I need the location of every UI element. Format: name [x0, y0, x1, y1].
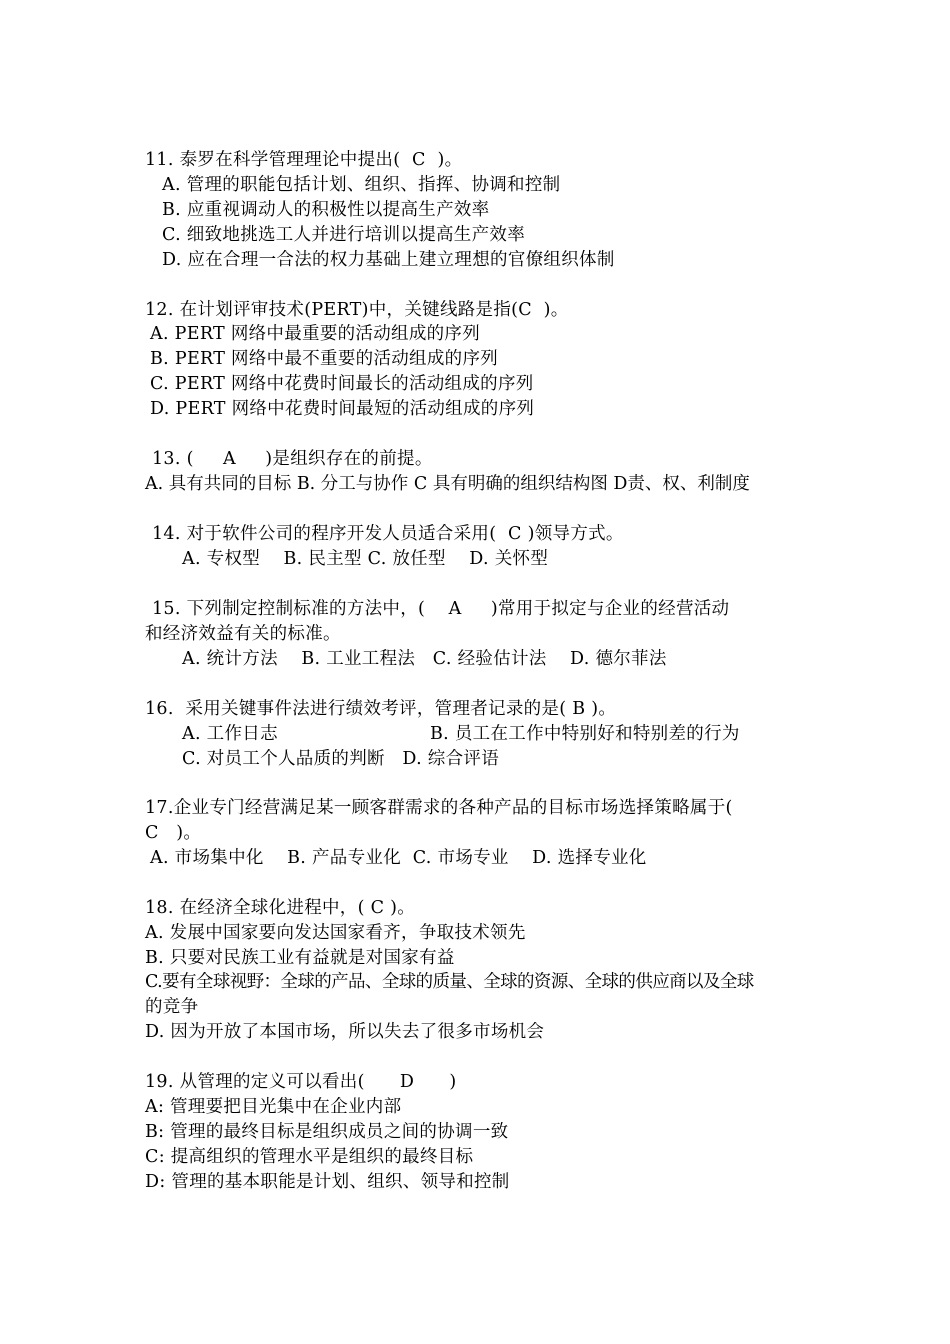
- question-stem: 16. 采用关键事件法进行绩效考评，管理者记录的是( B )。: [145, 699, 617, 719]
- option-b: B: 管理的最终目标是组织成员之间的协调一致: [145, 1122, 509, 1142]
- question-stem-continued: C )。: [145, 823, 202, 843]
- options-line: C. 对员工个人品质的判断 D. 综合评语: [182, 749, 500, 769]
- option-c-continued: 的竞争: [145, 997, 199, 1017]
- question-stem: 17.企业专门经营满足某一顾客群需求的各种产品的目标市场选择策略属于(: [145, 798, 733, 818]
- option-c: C. 细致地挑选工人并进行培训以提高生产效率: [162, 225, 525, 245]
- question-stem: 13. ( A )是组织存在的前提。: [152, 449, 433, 469]
- option-a: A. 工作日志: [182, 724, 278, 744]
- question-stem: 11. 泰罗在科学管理理论中提出( C )。: [145, 150, 463, 170]
- question-stem-continued: 和经济效益有关的标准。: [145, 624, 341, 644]
- option-d: D. PERT 网络中花费时间最短的活动组成的序列: [150, 399, 535, 419]
- option-a: A. PERT 网络中最重要的活动组成的序列: [150, 324, 481, 344]
- option-d: D. 应在合理一合法的权力基础上建立理想的官僚组织体制: [162, 250, 615, 270]
- option-b: B. 只要对民族工业有益就是对国家有益: [145, 948, 455, 968]
- option-c: C. PERT 网络中花费时间最长的活动组成的序列: [150, 374, 534, 394]
- options-line: A. 专权型 B. 民主型 C. 放任型 D. 关怀型: [182, 549, 549, 569]
- options-line: A. 具有共同的目标 B. 分工与协作 C 具有明确的组织结构图 D责、权、利制度: [145, 474, 750, 494]
- option-b: B. 应重视调动人的积极性以提高生产效率: [162, 200, 490, 220]
- option-b: B. 员工在工作中特别好和特别差的行为: [430, 724, 740, 744]
- option-c: C.要有全球视野：全球的产品、全球的质量、全球的资源、全球的供应商以及全球: [145, 972, 754, 992]
- question-stem: 14. 对于软件公司的程序开发人员适合采用( C )领导方式。: [152, 524, 624, 544]
- options-line: A. 市场集中化 B. 产品专业化 C. 市场专业 D. 选择专业化: [150, 848, 647, 868]
- option-a: A. 管理的职能包括计划、组织、指挥、协调和控制: [162, 175, 561, 195]
- question-stem: 18. 在经济全球化进程中，( C )。: [145, 898, 416, 918]
- option-b: B. PERT 网络中最不重要的活动组成的序列: [150, 349, 499, 369]
- question-stem: 15. 下列制定控制标准的方法中，( A )常用于拟定与企业的经营活动: [152, 599, 730, 619]
- question-stem: 19. 从管理的定义可以看出( D ): [145, 1072, 457, 1092]
- option-c: C: 提高组织的管理水平是组织的最终目标: [145, 1147, 474, 1167]
- option-a: A. 发展中国家要向发达国家看齐，争取技术领先: [145, 923, 526, 943]
- option-a: A: 管理要把目光集中在企业内部: [145, 1097, 402, 1117]
- option-d: D: 管理的基本职能是计划、组织、领导和控制: [145, 1172, 510, 1192]
- option-d: D. 因为开放了本国市场，所以失去了很多市场机会: [145, 1022, 545, 1042]
- options-line: A. 统计方法 B. 工业工程法 C. 经验估计法 D. 德尔菲法: [182, 649, 667, 669]
- question-stem: 12. 在计划评审技术(PERT)中，关键线路是指(C )。: [145, 300, 569, 320]
